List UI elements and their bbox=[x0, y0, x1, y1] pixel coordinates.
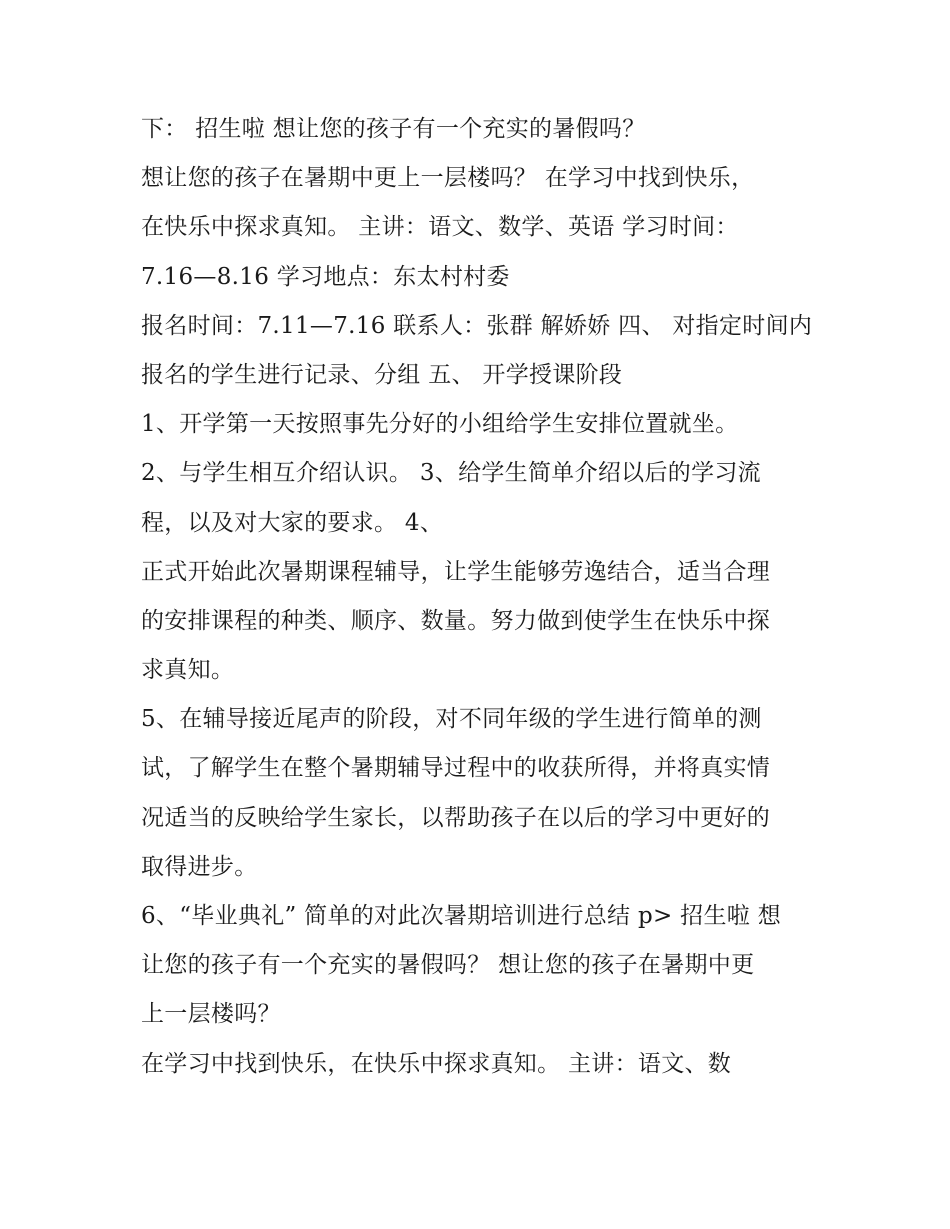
text-line: 正式开始此次暑期课程辅导，让学生能够劳逸结合，适当合理 bbox=[141, 558, 771, 585]
text-line: 取得进步。 bbox=[141, 853, 258, 880]
text-line: 在快乐中探求真知。 主讲：语文、数学、英语 学习时间： bbox=[141, 214, 739, 241]
text-line: 在学习中找到快乐，在快乐中探求真知。 主讲：语文、数 bbox=[141, 1050, 732, 1077]
text-line: 下： 招生啦 想让您的孩子有一个充实的暑假吗？ bbox=[141, 116, 646, 142]
text-line: 上一层楼吗？ bbox=[141, 1001, 281, 1028]
text-line: 程，以及对大家的要求。 4、 bbox=[141, 509, 444, 536]
text-line: 报名的学生进行记录、分组 五、 开学授课阶段 bbox=[141, 361, 623, 388]
text-line: 试，了解学生在整个暑期辅导过程中的收获所得，并将真实情 bbox=[141, 755, 771, 782]
text-line: 况适当的反映给学生家长，以帮助孩子在以后的学习中更好的 bbox=[141, 804, 771, 831]
text-line: 6、“毕业典礼” 简单的对此次暑期培训进行总结 p> 招生啦 想 bbox=[141, 903, 781, 929]
text-line: 7.16—8.16 学习地点：东太村村委 bbox=[141, 263, 510, 290]
text-line: 让您的孩子有一个充实的暑假吗？ 想让您的孩子在暑期中更 bbox=[141, 952, 755, 979]
text-line: 5、在辅导接近尾声的阶段，对不同年级的学生进行简单的测 bbox=[141, 706, 762, 733]
text-line: 求真知。 bbox=[141, 657, 235, 684]
text-line: 1、开学第一天按照事先分好的小组给学生安排位置就坐。 bbox=[141, 411, 739, 438]
text-line: 的安排课程的种类、顺序、数量。努力做到使学生在快乐中探 bbox=[141, 607, 771, 634]
document-body bbox=[141, 105, 821, 1089]
text-line: 2、与学生相互介绍认识。 3、给学生简单介绍以后的学习流 bbox=[141, 460, 761, 487]
text-line: 想让您的孩子在暑期中更上一层楼吗？ 在学习中找到快乐， bbox=[141, 165, 755, 192]
text-line: 报名时间：7.11—7.16 联系人：张群 解娇娇 四、 对指定时间内 bbox=[141, 312, 813, 339]
